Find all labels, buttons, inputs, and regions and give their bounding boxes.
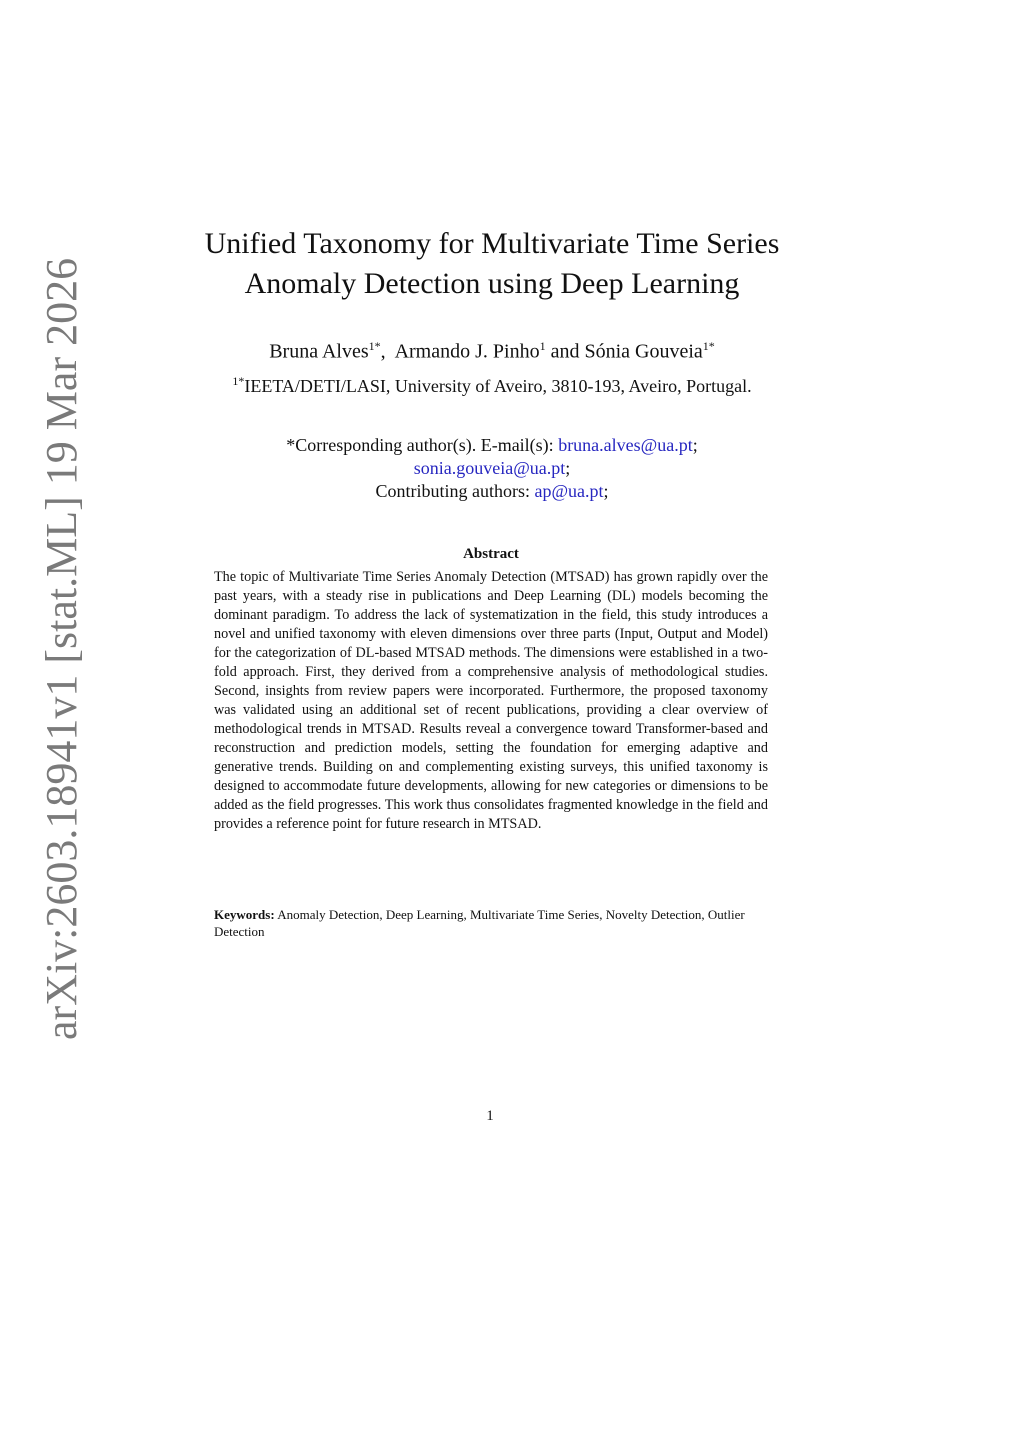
- paper-title: [170, 224, 814, 304]
- author-name: Armando J. Pinho: [394, 340, 540, 363]
- affiliation: [170, 368, 814, 399]
- author-name: Bruna Alves: [269, 340, 369, 363]
- email-link[interactable]: sonia.gouveia@ua.pt: [413, 458, 566, 478]
- contributing-line: Contributing authors: ap@ua.pt;: [375, 481, 609, 501]
- author-separator: ,: [380, 340, 395, 363]
- email-link[interactable]: bruna.alves@ua.pt: [558, 435, 693, 455]
- author-mark: 1*: [702, 339, 715, 353]
- arxiv-identifier: arXiv:2603.18941v1 [stat.ML] 19 Mar 2026: [37, 257, 86, 1040]
- author-name: Sónia Gouveia: [584, 340, 703, 363]
- corresponding-authors: [170, 434, 814, 503]
- author-mark: 1: [539, 339, 546, 353]
- abstract-text: The topic of Multivariate Time Series Anomaly Detection (MTSAD) has grown rapidly over the past years, with a steady rise in publications and Deep Learning (DL) models becoming the dominant paradigm. To address the lack of systematization in the field, this study introduces a novel and unified taxonomy with eleven dimensions over three parts (Input, Output and Model) for the categorization of DL-based MTSAD methods. The dimensions were established in a two-fold approach. First, they derived from a comprehensive analysis of methodological studies. Second, insights from review papers were incorporated. Furthermore, the proposed taxonomy was validated using an additional set of recent publications, providing a clear overview of methodological trends in MTSAD. Results reveal a convergence toward Transformer-based and reconstruction and prediction models, setting the foundation for emerging adaptive and generative trends. Building on and complementing existing surveys, this unified taxonomy is designed to accommodate future developments, allowing for new categories or dimensions to be added as the field progresses. This work thus consolidates fragmented knowledge in the field and provides a reference point for future research in MTSAD.: [214, 569, 768, 832]
- keywords-label: Keywords:: [214, 907, 275, 922]
- affiliation-text: IEETA/DETI/LASI, University of Aveiro, 3810-193, Aveiro, Portugal.: [244, 376, 752, 396]
- keywords-text: Anomaly Detection, Deep Learning, Multivariate Time Series, Novelty Detection, Outlier Detection: [214, 907, 748, 939]
- author-separator: and: [545, 340, 585, 363]
- corresponding-line-2: sonia.gouveia@ua.pt;: [413, 458, 571, 478]
- contributing-label: Contributing authors:: [375, 481, 535, 501]
- keywords: [214, 906, 768, 940]
- page-number: 1: [486, 1108, 494, 1124]
- title-line-2: Anomaly Detection using Deep Learning: [244, 267, 740, 300]
- email-link[interactable]: ap@ua.pt: [534, 481, 604, 501]
- corresponding-line-1: *Corresponding author(s). E-mail(s): bruna.alves@ua.pt;: [286, 435, 698, 455]
- corresponding-label: *Corresponding author(s). E-mail(s):: [286, 435, 559, 455]
- affiliation-mark: 1*: [232, 374, 245, 388]
- author-list: [170, 332, 814, 366]
- title-line-1: Unified Taxonomy for Multivariate Time Series: [204, 227, 780, 260]
- author-mark: 1*: [368, 339, 381, 353]
- abstract-heading: Abstract: [463, 546, 519, 562]
